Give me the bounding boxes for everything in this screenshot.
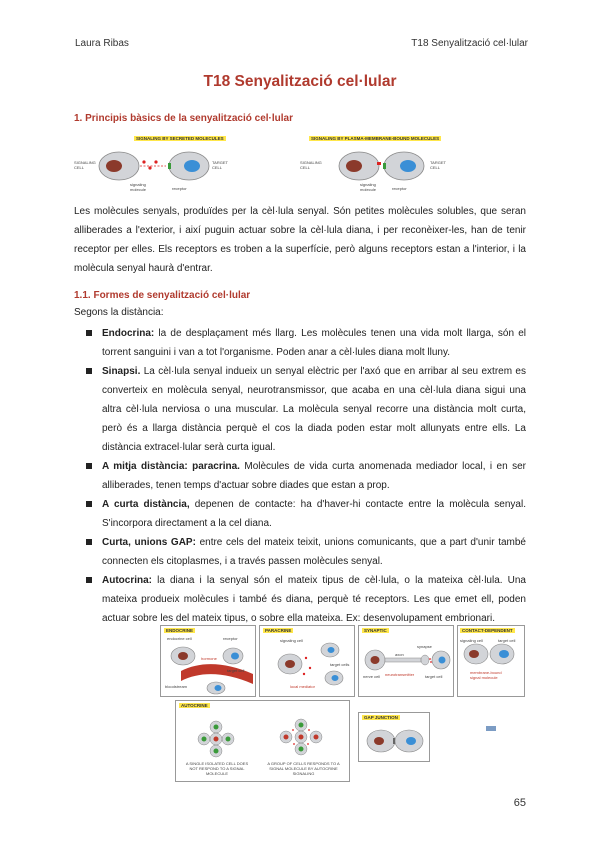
fig-top-label-7: signaling molecule — [360, 182, 377, 192]
list-item-text: la de desplaçament més llarg. Les molècules tenen una vida molt llarga, són el torrent sanguini i van a tot l'organisme. Poden anar a cèl·lules diana molt lluny. — [102, 328, 526, 358]
header-author: Laura Ribas — [75, 38, 129, 49]
label-neurotransmitter: neurotransmitter — [385, 672, 415, 677]
label-target-cell: target cell — [227, 668, 245, 673]
panel-endocrine — [160, 625, 256, 697]
list-item-term: A curta distància, — [102, 499, 190, 510]
header-course: T18 Senyalització cel·lular — [411, 38, 528, 49]
caption-group-cells: A GROUP OF CELLS RESPONDS TO A SIGNAL MOLECULE BY AUTOCRINE SIGNALING — [267, 761, 340, 776]
panel-title-synaptic: SYNAPTIC — [364, 628, 387, 633]
gap-svg — [359, 713, 429, 761]
fig-top-label-2: TARGET CELL — [212, 160, 228, 170]
bullet-square-icon — [86, 368, 92, 374]
label-local-mediator: local mediator — [290, 684, 315, 689]
list-item-term: Curta, unions GAP: — [102, 537, 196, 548]
page-number: 65 — [513, 797, 526, 809]
figure-signaling-basics — [74, 132, 526, 198]
section-lead: Segons la distància: — [74, 307, 164, 318]
panel-gap-junction — [358, 712, 430, 762]
section-heading-1: 1. Principis bàsics de la senyalització cel·lular — [74, 113, 293, 124]
bullet-square-icon — [86, 539, 92, 545]
signaling-types-list — [86, 324, 526, 628]
panel-autocrine — [175, 700, 350, 782]
label-synaptic-target: target cell — [425, 674, 443, 679]
list-item-text: la diana i la senyal són el mateix tipus de cèl·lula, o la mateixa cèl·lula. Una mateixa produeix molècules i també és diana, perquè té receptors. Les que emet ell, poden actuar sobre les del mateix tipus, o sobre ella mateixa. Ex: desenvolupament embrionari. — [102, 575, 526, 624]
fig-top-label-1: SIGNALING CELL — [74, 160, 96, 170]
fig-top-label-8: receptor — [392, 186, 407, 191]
label-contact-signaling: signaling cell — [460, 638, 483, 643]
list-item-text: entre cels del mateix teixit, unions comunicants, que a part d'unir també connecten els citoplasmes, i a través passen molècules senyal. — [102, 537, 526, 567]
signaling-nucleus-right — [346, 160, 362, 172]
label-signaling-cell: signaling cell — [280, 638, 303, 643]
label-hormone: hormone — [201, 656, 217, 661]
caption-single-cell: A SINGLE ISOLATED CELL DOES NOT RESPOND TO A SIGNAL MOLECULE — [185, 761, 249, 776]
panel-title-autocrine: AUTOCRINE — [181, 703, 208, 708]
fig-top-label-5: SIGNALING CELL — [300, 160, 322, 170]
list-item — [86, 495, 526, 533]
panel-title-gap: GAP JUNCTION — [364, 715, 398, 720]
label-axon: axon — [395, 652, 404, 657]
list-item — [86, 457, 526, 495]
signaling-nucleus-left — [106, 160, 122, 172]
intro-paragraph: Les molècules senyals, produïdes per la cèl·lula senyal. Són petites molècules solubles, que seran alliberades a l'exterior, i així puguin actuar sobre la cèl·lula diana, i per reconèixer-les, han de tenir receptor per elles. Els receptors es troben a la superfície, però alguns receptors estan a l'interior, i la molècula senyal haurà d'entrar. — [74, 206, 526, 274]
label-nerve-cell: nerve cell — [363, 674, 381, 679]
list-item — [86, 571, 526, 628]
label-bloodstream: bloodstream — [165, 684, 188, 689]
list-item — [86, 362, 526, 457]
page-title: T18 Senyalització cel·lular — [203, 73, 397, 90]
label-receptor: receptor — [223, 636, 238, 641]
target-nucleus-right — [400, 160, 416, 172]
list-item — [86, 324, 526, 362]
contact-svg — [458, 626, 524, 696]
panel-paracrine — [259, 625, 355, 697]
list-item-term: A mitja distància: paracrina. — [102, 461, 240, 472]
panel-contact-dependent — [457, 625, 525, 697]
decorative-stamp-icon — [486, 726, 496, 731]
panel-title-endocrine: ENDOCRINE — [166, 628, 194, 633]
fig-top-label-3: signaling molecule — [130, 182, 147, 192]
label-contact-target: target cell — [498, 638, 516, 643]
figure-banner-secreted: SIGNALING BY SECRETED MOLECULES — [136, 136, 224, 141]
fig-top-label-6: TARGET CELL — [430, 160, 446, 170]
label-synapse: synapse — [417, 644, 432, 649]
panel-title-paracrine: PARACRINE — [265, 628, 292, 633]
label-target-cells: target cells — [330, 662, 350, 667]
panel-synaptic — [358, 625, 454, 697]
list-item-text: Molècules de vida curta anomenada mediador local, i en ser alliberades, tenen temps d'actuar sobre diades que estan a prop. — [102, 461, 526, 491]
list-item — [86, 533, 526, 571]
bullet-square-icon — [86, 577, 92, 583]
fig-top-label-4: receptor — [172, 186, 187, 191]
target-nucleus-left — [184, 160, 200, 172]
list-item-term: Autocrina: — [102, 575, 152, 586]
label-endocrine-cell: endocrine cell — [167, 636, 192, 641]
bullet-square-icon — [86, 463, 92, 469]
label-membrane-signal: membrane-bound signal molecule — [470, 670, 502, 680]
list-item-term: Endocrina: — [102, 328, 155, 339]
figure-banner-membrane: SIGNALING BY PLASMA-MEMBRANE-BOUND MOLECULES — [311, 136, 440, 141]
bullet-square-icon — [86, 330, 92, 336]
synaptic-svg — [359, 626, 453, 696]
section-heading-1-1: 1.1. Formes de senyalització cel·lular — [74, 290, 251, 301]
bullet-square-icon — [86, 501, 92, 507]
list-item-term: Sinapsi. — [102, 366, 141, 377]
list-item-text: La cèl·lula senyal indueix un senyal elèctric per l'axó que en arribar al seu extrem es converteix en molècula senyal, neurotransmissor, que acaba en una cèl·lula diana sigui una altra cèl·lula nerviosa o una muscular. La molècula senyal recorre una distància molt curta, però és a llarga distància perquè el cos la diada poden estar molt allunyats entre ells. La distància extracel·lular serà curta igual. — [102, 366, 526, 453]
list-item-text: depenen de contacte: ha d'haver-hi contacte entre la molècula senyal. S'incorpora directament a la cel diana. — [102, 499, 526, 529]
panel-title-contact: CONTACT-DEPENDENT — [462, 628, 513, 633]
